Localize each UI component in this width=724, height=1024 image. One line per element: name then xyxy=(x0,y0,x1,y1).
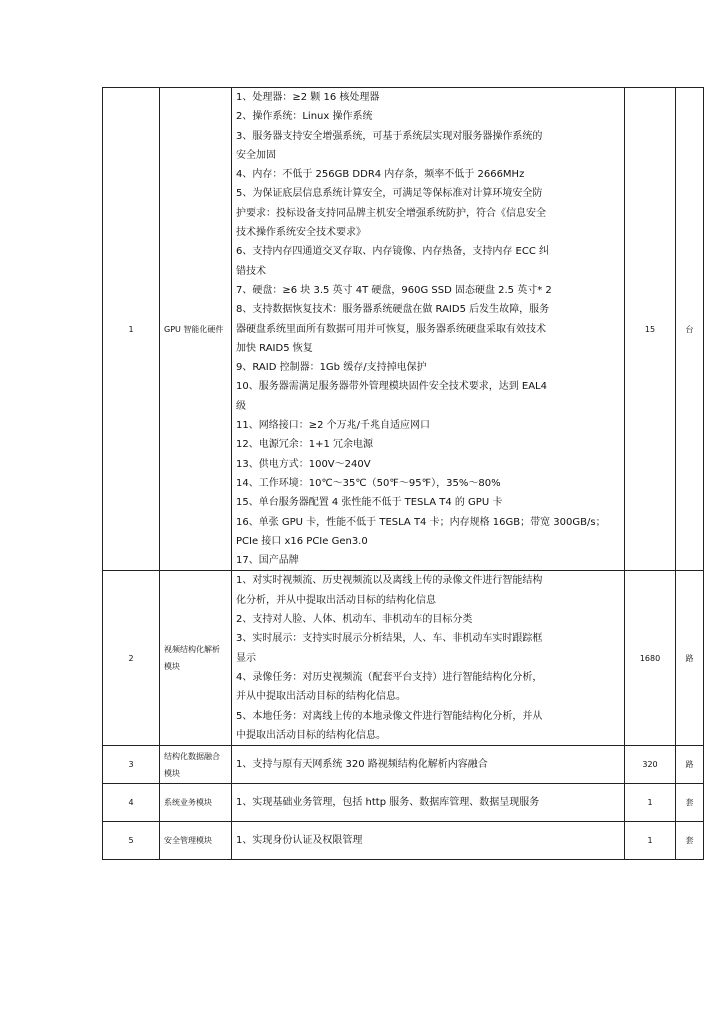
spec-line: 12、电源冗余：1+1 冗余电源 xyxy=(236,439,374,451)
spec-line: 级 xyxy=(236,400,246,412)
spec-cell xyxy=(232,784,625,822)
item-name: GPU 智能化硬件 xyxy=(160,88,232,571)
spec-line: 显示 xyxy=(236,652,256,664)
spec-line: 器硬盘系统里面所有数据可用并可恢复，服务器系统硬盘采取有效技术 xyxy=(236,323,546,335)
item-name: 安全管理模块 xyxy=(160,822,232,860)
row-number: 4 xyxy=(103,784,160,822)
spec-line: 6、支持内存四通道交叉存取、内存镜像、内存热备，支持内存 ECC 纠 xyxy=(236,246,550,258)
spec-line: 3、实时展示：支持实时展示分析结果，人、车、非机动车实时跟踪框 xyxy=(236,633,543,645)
quantity: 1 xyxy=(625,784,676,822)
spec-line: 14、工作环境：10℃～35℃（50℉～95℉），35%～80% xyxy=(236,477,501,489)
quantity: 320 xyxy=(625,746,676,784)
spec-line: 中提取出活动目标的结构化信息。 xyxy=(236,729,386,741)
spec-line: 错技术 xyxy=(236,265,266,277)
item-name: 系统业务模块 xyxy=(160,784,232,822)
unit: 台 xyxy=(676,88,704,571)
spec-line: 1、支持与原有天网系统 320 路视频结构化解析内容融合 xyxy=(236,758,488,770)
unit: 套 xyxy=(676,822,704,860)
spec-line: 加快 RAID5 恢复 xyxy=(236,342,313,354)
spec-cell xyxy=(232,571,625,746)
spec-line: 1、实现身份认证及权限管理 xyxy=(236,834,363,846)
row-number: 5 xyxy=(103,822,160,860)
unit: 套 xyxy=(676,784,704,822)
spec-line: 1、对实时视频流、历史视频流以及离线上传的录像文件进行智能结构 xyxy=(236,575,543,587)
spec-line: 4、内存：不低于 256GB DDR4 内存条，频率不低于 2666MHz xyxy=(236,169,525,181)
spec-cell xyxy=(232,822,625,860)
table-row xyxy=(103,822,704,860)
spec-line: PCIe 接口 x16 PCIe Gen3.0 xyxy=(236,535,368,547)
spec-line: 9、RAID 控制器：1Gb 缓存/支持掉电保护 xyxy=(236,362,427,374)
spec-line: 17、国产品牌 xyxy=(236,555,299,567)
unit: 路 xyxy=(676,746,704,784)
spec-table xyxy=(102,87,704,860)
spec-line: 安全加固 xyxy=(236,149,276,161)
table-row xyxy=(103,746,704,784)
spec-line: 2、支持对人脸、人体、机动车、非机动车的目标分类 xyxy=(236,614,473,626)
spec-line: 11、网络接口：≥2 个万兆/千兆自适应网口 xyxy=(236,420,431,432)
spec-line: 3、服务器支持安全增强系统，可基于系统层实现对服务器操作系统的 xyxy=(236,130,543,142)
unit: 路 xyxy=(676,571,704,746)
spec-line: 7、硬盘：≥6 块 3.5 英寸 4T 硬盘，960G SSD 固态硬盘 2.5 英寸* 2 xyxy=(236,284,552,296)
quantity: 1 xyxy=(625,822,676,860)
table-row xyxy=(103,784,704,822)
spec-line: 2、操作系统：Linux 操作系统 xyxy=(236,111,373,123)
item-name: 结构化数据融合模块 xyxy=(160,746,232,784)
row-number: 3 xyxy=(103,746,160,784)
spec-line: 13、供电方式：100V～240V xyxy=(236,458,371,470)
spec-line: 16、单张 GPU 卡，性能不低于 TESLA T4 卡；内存规格 16GB；带宽 300GB/s； xyxy=(236,516,606,528)
spec-line: 15、单台服务器配置 4 张性能不低于 TESLA T4 的 GPU 卡 xyxy=(236,497,503,509)
spec-line: 1、处理器：≥2 颗 16 核处理器 xyxy=(236,92,380,103)
spec-line: 1、实现基础业务管理，包括 http 服务、数据库管理、数据呈现服务 xyxy=(236,796,540,808)
spec-line: 4、录像任务：对历史视频流（配套平台支持）进行智能结构化分析， xyxy=(236,671,543,683)
row-number: 2 xyxy=(103,571,160,746)
table-row xyxy=(103,571,704,746)
spec-line: 化分析，并从中提取出活动目标的结构化信息 xyxy=(236,594,436,606)
spec-line: 并从中提取出活动目标的结构化信息。 xyxy=(236,691,406,703)
row-number: 1 xyxy=(103,88,160,571)
quantity: 15 xyxy=(625,88,676,571)
spec-cell xyxy=(232,88,625,571)
spec-line: 5、本地任务：对离线上传的本地录像文件进行智能结构化分析，并从 xyxy=(236,710,543,722)
table-row xyxy=(103,88,704,571)
item-name: 视频结构化解析模块 xyxy=(160,571,232,746)
spec-line: 技术操作系统安全技术要求》 xyxy=(236,227,366,239)
spec-line: 5、为保证底层信息系统计算安全，可满足等保标准对计算环境安全防 xyxy=(236,188,543,200)
spec-line: 10、服务器需满足服务器带外管理模块固件安全技术要求，达到 EAL4 xyxy=(236,381,547,393)
spec-cell xyxy=(232,746,625,784)
quantity: 1680 xyxy=(625,571,676,746)
spec-line: 护要求：投标设备支持同品牌主机安全增强系统防护，符合《信息安全 xyxy=(236,207,546,219)
spec-line: 8、支持数据恢复技术：服务器系统硬盘在做 RAID5 后发生故障，服务 xyxy=(236,304,550,316)
